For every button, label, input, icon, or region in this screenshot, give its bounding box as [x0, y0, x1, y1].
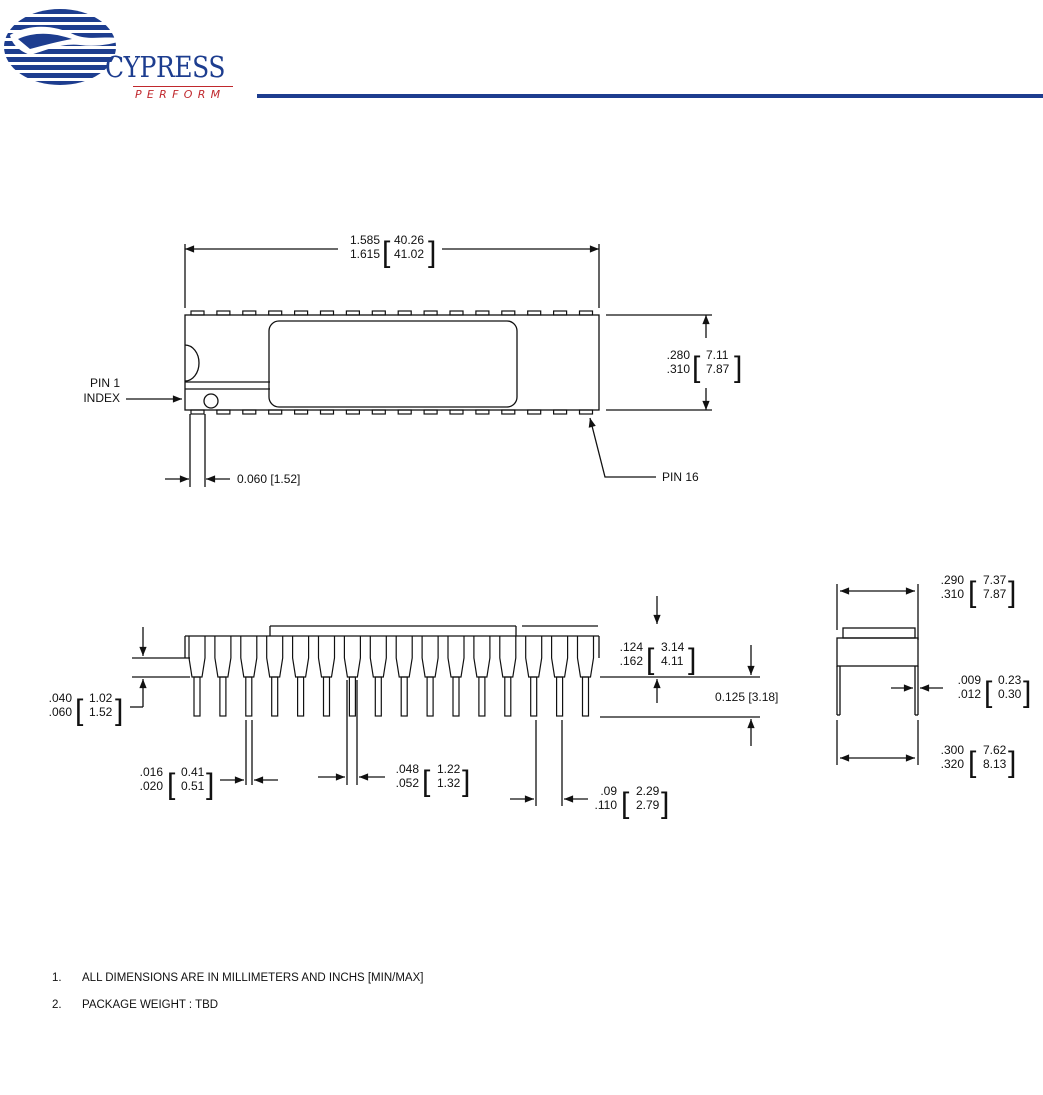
body-width-in-min: .290 — [940, 573, 964, 587]
svg-text:]: ] — [206, 768, 215, 801]
standoff-mm-max: 1.52 — [89, 705, 113, 719]
svg-text:[: [ — [984, 676, 993, 709]
lead-thk-in-max: .012 — [957, 687, 981, 701]
top-view — [126, 244, 712, 487]
note-1-text: ALL DIMENSIONS ARE IN MILLIMETERS AND INCHS [MIN/MAX] — [82, 972, 424, 984]
bracket-left: [ — [382, 236, 391, 269]
side-pin-lead — [531, 677, 537, 716]
svg-text:[: [ — [646, 643, 655, 676]
svg-text:]: ] — [688, 643, 697, 676]
note-2-num: 2. — [52, 999, 62, 1011]
lead-width-in-min: .016 — [139, 765, 163, 779]
lead-thk-in-min: .009 — [957, 673, 981, 687]
standoff-in-min: .040 — [48, 691, 72, 705]
side-pin-lead — [427, 677, 433, 716]
shoulder-in-min: .048 — [395, 762, 419, 776]
row-spacing-in-max: .320 — [940, 757, 964, 771]
row-spacing-mm-max: 8.13 — [983, 757, 1007, 771]
lead-thk-mm-min: 0.23 — [998, 673, 1022, 687]
body-width-mm-min: 7.37 — [983, 573, 1007, 587]
lead-width-mm-min: 0.41 — [181, 765, 205, 779]
row-spacing-in-min: .300 — [940, 743, 964, 757]
svg-text:[: [ — [968, 576, 977, 609]
bracket-right: ] — [428, 236, 437, 269]
side-pin-lead — [349, 677, 355, 716]
side-pin-shoulder — [344, 636, 360, 677]
side-pin-shoulder — [578, 636, 594, 677]
note-2 — [52, 999, 218, 1011]
side-pin-lead — [453, 677, 459, 716]
pitch-in-max: .110 — [594, 798, 617, 812]
lead-width-mm-max: 0.51 — [181, 779, 205, 793]
svg-text:]: ] — [1008, 576, 1017, 609]
side-pin-shoulder — [448, 636, 464, 677]
side-pin-shoulder — [293, 636, 309, 677]
svg-text:]: ] — [462, 765, 471, 798]
side-pin-shoulder — [319, 636, 335, 677]
body-width-mm-max: 7.87 — [983, 587, 1007, 601]
svg-text:]: ] — [1023, 676, 1032, 709]
lead-thk-mm-max: 0.30 — [998, 687, 1022, 701]
shoulder-mm-max: 1.32 — [437, 776, 461, 790]
body-height-mm-max: 4.11 — [661, 654, 684, 668]
shoulder-in-max: .052 — [395, 776, 419, 790]
brand-name: CYPRESS — [105, 50, 226, 84]
side-pin-shoulder — [396, 636, 412, 677]
width-mm-max: 7.87 — [706, 362, 730, 376]
body-height-in-min: .124 — [619, 640, 643, 654]
top-view-labels — [83, 233, 742, 486]
pitch-mm-max: 2.79 — [636, 798, 660, 812]
pin-width-label: 0.060 [1.52] — [237, 472, 301, 486]
side-pin-lead — [375, 677, 381, 716]
end-view — [837, 584, 943, 765]
side-pin-shoulder — [267, 636, 283, 677]
body-height-in-max: .162 — [619, 654, 643, 668]
svg-text:[: [ — [75, 694, 84, 727]
width-in-min: .280 — [666, 348, 690, 362]
width-in-max: .310 — [666, 362, 690, 376]
length-in-min: 1.585 — [349, 233, 380, 247]
lead-length-label: 0.125 [3.18] — [715, 690, 779, 704]
side-pin-shoulder — [552, 636, 568, 677]
length-mm-min: 40.26 — [394, 233, 425, 247]
side-pin-lead — [401, 677, 407, 716]
body-height-mm-min: 3.14 — [661, 640, 685, 654]
side-pin-shoulder — [189, 636, 205, 677]
lead-width-in-max: .020 — [139, 779, 163, 793]
standoff-in-max: .060 — [48, 705, 72, 719]
side-pin-lead — [220, 677, 226, 716]
side-pin-lead — [246, 677, 252, 716]
svg-text:[: [ — [968, 746, 977, 779]
svg-text:[: [ — [422, 765, 431, 798]
side-pin-shoulder — [500, 636, 516, 677]
end-view-labels — [941, 573, 1032, 779]
shoulder-mm-min: 1.22 — [437, 762, 461, 776]
side-pin-lead — [298, 677, 304, 716]
svg-text:[: [ — [621, 787, 630, 820]
length-in-max: 1.615 — [349, 247, 380, 261]
side-pin-lead — [505, 677, 511, 716]
side-pin-shoulder — [370, 636, 386, 677]
side-pin-lead — [479, 677, 485, 716]
side-view-pins — [189, 636, 594, 716]
side-view-labels — [49, 640, 779, 820]
pitch-in-min: .09 — [600, 784, 617, 798]
bracket-left: [ — [692, 351, 701, 384]
body-width-in-max: .310 — [940, 587, 964, 601]
svg-text:[: [ — [167, 768, 176, 801]
pin1-label-2: INDEX — [83, 391, 120, 405]
row-spacing-mm-min: 7.62 — [983, 743, 1007, 757]
side-pin-lead — [194, 677, 200, 716]
bracket-right: ] — [734, 351, 743, 384]
side-pin-lead — [557, 677, 563, 716]
pin1-label-1: PIN 1 — [89, 376, 120, 390]
length-mm-max: 41.02 — [394, 247, 425, 261]
side-pin-lead — [583, 677, 589, 716]
side-pin-shoulder — [474, 636, 490, 677]
side-pin-shoulder — [422, 636, 438, 677]
side-pin-lead — [324, 677, 330, 716]
side-pin-lead — [272, 677, 278, 716]
side-pin-shoulder — [526, 636, 542, 677]
svg-text:]: ] — [661, 787, 670, 820]
standoff-mm-min: 1.02 — [89, 691, 113, 705]
top-view-pins — [191, 311, 593, 414]
pin16-label: PIN 16 — [662, 470, 699, 484]
note-1 — [52, 972, 423, 984]
side-pin-shoulder — [241, 636, 257, 677]
width-mm-min: 7.11 — [706, 348, 729, 362]
side-pin-shoulder — [215, 636, 231, 677]
svg-text:]: ] — [1008, 746, 1017, 779]
note-2-text: PACKAGE WEIGHT : TBD — [82, 999, 219, 1011]
brand-tagline: PERFORM — [135, 88, 226, 101]
note-1-num: 1. — [52, 972, 62, 984]
pitch-mm-min: 2.29 — [636, 784, 660, 798]
svg-text:]: ] — [115, 694, 124, 727]
